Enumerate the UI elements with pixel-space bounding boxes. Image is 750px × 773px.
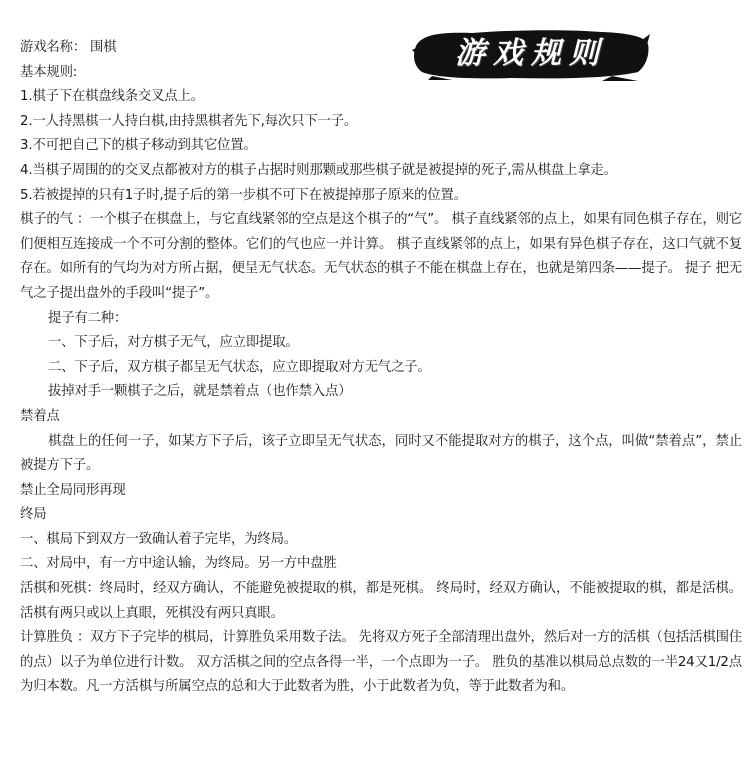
rules-document [20,36,742,700]
game-name-line [20,36,742,61]
qi-paragraph: 棋子的气 ：一个棋子在棋盘上，与它直线紧邻的空点是这个棋子的“气”。 棋子直线紧邻的点上，如果有同色棋子存在，则它们便相互连接成一个不可分割的整体。它们的气也应一并计算。 棋子直线紧邻的点上，如果有异色棋子存在，这口气就不复存在。如所有的气均为对方所占据，便呈无气状态。无气状态的棋子不能在棋盘上存在，也就是第四条——提子。 提子 把无气之子提出盘外的手段叫“提子”。 [20,212,742,301]
banner-title: 游戏规则 [455,36,607,71]
capture-note: 拔掉对手一颗棋子之后，就是禁着点（也作禁入点） [48,384,352,400]
rule-2: 2.一人持黑棋一人持白棋,由持黑棋者先下,每次只下一子。 [20,113,358,129]
rule-5: 5.若被提掉的只有1子时,提子后的第一步棋不可下在被提掉那子原来的位置。 [20,187,467,203]
game-name-label: 游戏名称： [20,40,86,55]
ending-case-2: 二、对局中，有一方中途认输，为终局。另一方中盘胜 [20,556,337,572]
capture-case-1: 一、下子后，对方棋子无气，应立即提取。 [48,335,299,351]
repetition-heading: 禁止全局同形再现 [20,482,126,498]
ending-heading: 终局 [20,507,47,523]
rule-3: 3.不可把自己下的棋子移动到其它位置。 [20,138,257,154]
forbidden-heading: 禁着点 [20,408,60,424]
ending-case-1: 一、棋局下到双方一致确认着子完毕，为终局。 [20,531,298,547]
rule-4: 4.当棋子周围的的交叉点都被对方的棋子占据时则那颗或那些棋子就是被提掉的死子,需从棋盘上拿走。 [20,162,617,178]
capture-case-2: 二、下子后，双方棋子都呈无气状态，应立即提取对方无气之子。 [48,359,431,375]
forbidden-paragraph: 棋盘上的任何一子，如某方下子后，该子立即呈无气状态，同时又不能提取对方的棋子，这个点，叫做“禁着点”，禁止被提方下子。 [20,433,742,474]
game-name-value: 围棋 [90,40,117,55]
scoring-paragraph: 计算胜负 ：双方下子完毕的棋局，计算胜负采用数子法。 先将双方死子全部清理出盘外，然后对一方的活棋（包括活棋围住的点）以子为单位进行计数。 双方活棋之间的空点各得一半，一个点即为一子。 胜负的基准以棋局总点数的一半24又1/2点为归本数。凡一方活棋与所属空点的总和大于此数者为胜，小于此数者为负，等于此数者为和。 [20,630,742,695]
rule-1: 1.棋子下在棋盘线条交叉点上。 [20,89,204,105]
capture-heading: 提子有二种： [48,310,128,326]
alive-dead-paragraph: 活棋和死棋：终局时，经双方确认，不能避免被提取的棋，都是死棋。 终局时，经双方确认，不能被提取的棋，都是活棋。活棋有两只或以上真眼，死棋没有两只真眼。 [20,581,742,621]
basic-rules-heading: 基本规则: [20,64,78,80]
